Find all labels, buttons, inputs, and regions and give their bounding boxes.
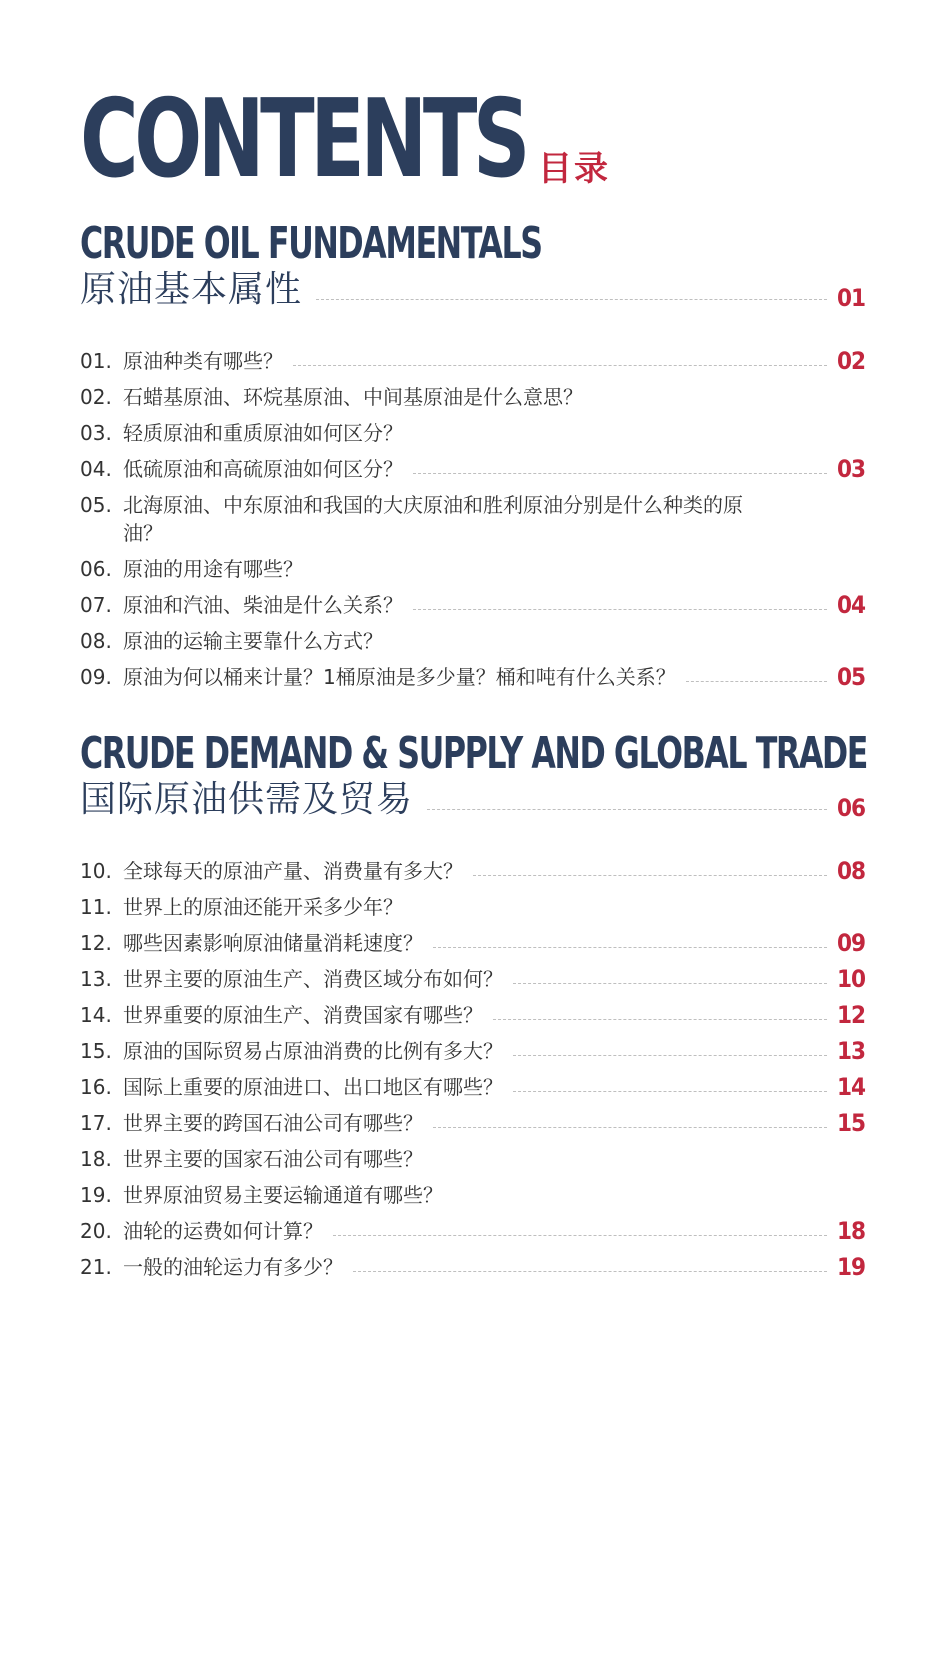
toc-item-number: 20.: [80, 1219, 112, 1243]
toc-item[interactable]: [80, 1109, 865, 1137]
toc-item-number: 19.: [80, 1183, 112, 1207]
toc-item[interactable]: [80, 1073, 865, 1101]
dotted-leader: [513, 983, 827, 984]
section-1-title-chinese: 原油基本属性: [80, 269, 303, 310]
toc-item[interactable]: [80, 663, 865, 691]
toc-item-title: 国际上重要的原油进口、出口地区有哪些？: [123, 1075, 503, 1099]
toc-item-title: 低硫原油和高硫原油如何区分？: [123, 457, 403, 481]
toc-item-page-number: 05: [836, 663, 865, 691]
section-2-title-chinese: 国际原油供需及贸易: [80, 779, 414, 820]
toc-item-title: 世界主要的国家石油公司有哪些？: [123, 1147, 423, 1171]
toc-item-number: 06.: [80, 557, 112, 581]
toc-item[interactable]: [80, 555, 865, 583]
section-1-heading[interactable]: [80, 218, 865, 312]
toc-item-title: 世界主要的原油生产、消费区域分布如何？: [123, 967, 503, 991]
toc-item-page-number: 12: [836, 1001, 865, 1029]
toc-item-page-number: 18: [836, 1217, 865, 1245]
dotted-leader: [316, 299, 827, 300]
dotted-leader: [493, 1019, 827, 1020]
toc-item-title: 原油的运输主要靠什么方式？: [123, 629, 383, 653]
section-1-toc-list: [80, 347, 865, 699]
toc-item-number: 21.: [80, 1255, 112, 1279]
toc-item-title: 世界原油贸易主要运输通道有哪些？: [123, 1183, 443, 1207]
toc-item[interactable]: [80, 383, 865, 411]
toc-item-number: 01.: [80, 349, 112, 373]
toc-item-number: 18.: [80, 1147, 112, 1171]
toc-item[interactable]: [80, 347, 865, 375]
dotted-leader: [413, 473, 827, 474]
dotted-leader: [433, 947, 827, 948]
toc-item-title: 石蜡基原油、环烷基原油、中间基原油是什么意思？: [123, 385, 583, 409]
toc-item-number: 08.: [80, 629, 112, 653]
toc-item[interactable]: [80, 627, 865, 655]
toc-item[interactable]: [80, 857, 865, 885]
toc-item-page-number: 08: [836, 857, 865, 885]
toc-item-number: 14.: [80, 1003, 112, 1027]
toc-item[interactable]: [80, 1217, 865, 1245]
toc-item[interactable]: [80, 965, 865, 993]
toc-item-title: 世界上的原油还能开采多少年？: [123, 895, 403, 919]
toc-item-page-number: 04: [836, 591, 865, 619]
toc-item-page-number: 15: [836, 1109, 865, 1137]
toc-item[interactable]: [80, 455, 865, 483]
toc-item-title: 油轮的运费如何计算？: [123, 1219, 323, 1243]
toc-item-page-number: 13: [836, 1037, 865, 1065]
toc-item[interactable]: [80, 1145, 865, 1173]
toc-item-page-number: 09: [836, 929, 865, 957]
toc-item-page-number: 10: [836, 965, 865, 993]
toc-item-title: 世界重要的原油生产、消费国家有哪些？: [123, 1003, 483, 1027]
toc-item-number: 02.: [80, 385, 112, 409]
toc-item[interactable]: [80, 929, 865, 957]
toc-item-page-number: 02: [836, 347, 865, 375]
toc-item-page-number: 14: [836, 1073, 865, 1101]
toc-item[interactable]: [80, 1037, 865, 1065]
toc-item-number: 17.: [80, 1111, 112, 1135]
dotted-leader: [513, 1055, 827, 1056]
toc-item-number: 10.: [80, 859, 112, 883]
toc-item-title: 原油的国际贸易占原油消费的比例有多大？: [123, 1039, 503, 1063]
toc-item[interactable]: [80, 591, 865, 619]
toc-item-title: 哪些因素影响原油储量消耗速度？: [123, 931, 423, 955]
title-english: CONTENTS: [80, 77, 527, 202]
toc-item-number: 13.: [80, 967, 112, 991]
section-2-page-number: 06: [836, 793, 865, 822]
toc-item-number: 03.: [80, 421, 112, 445]
toc-item-number: 05.: [80, 493, 112, 517]
toc-item-title: 世界主要的跨国石油公司有哪些？: [123, 1111, 423, 1135]
toc-item-title: 原油的用途有哪些？: [123, 557, 303, 581]
section-2-title-english: CRUDE DEMAND & SUPPLY AND GLOBAL TRADE: [80, 728, 867, 779]
toc-item-title: 北海原油、中东原油和我国的大庆原油和胜利原油分别是什么种类的原油？: [123, 493, 743, 545]
section-1-title-english: CRUDE OIL FUNDAMENTALS: [80, 218, 542, 269]
section-2-heading[interactable]: [80, 728, 867, 822]
toc-item-number: 15.: [80, 1039, 112, 1063]
toc-item[interactable]: [80, 491, 865, 547]
dotted-leader: [513, 1091, 827, 1092]
toc-item-page-number: 03: [836, 455, 865, 483]
section-2-toc-list: [80, 857, 865, 1289]
section-1-page-number: 01: [836, 283, 865, 312]
title-chinese: 目录: [538, 149, 610, 189]
dotted-leader: [473, 875, 827, 876]
toc-item[interactable]: [80, 1253, 865, 1281]
toc-item-title: 一般的油轮运力有多少？: [123, 1255, 343, 1279]
page-title: [80, 77, 610, 202]
toc-item-title: 原油和汽油、柴油是什么关系？: [123, 593, 403, 617]
toc-item-page-number: 19: [836, 1253, 865, 1281]
dotted-leader: [353, 1271, 827, 1272]
dotted-leader: [293, 365, 827, 366]
dotted-leader: [427, 809, 827, 810]
dotted-leader: [433, 1127, 827, 1128]
toc-item-number: 11.: [80, 895, 112, 919]
dotted-leader: [333, 1235, 827, 1236]
toc-item-number: 12.: [80, 931, 112, 955]
toc-item-title: 原油为何以桶来计量？1桶原油是多少量？桶和吨有什么关系？: [123, 665, 676, 689]
toc-item[interactable]: [80, 1181, 865, 1209]
dotted-leader: [413, 609, 827, 610]
toc-item-number: 07.: [80, 593, 112, 617]
toc-item[interactable]: [80, 419, 865, 447]
dotted-leader: [686, 681, 827, 682]
toc-item[interactable]: [80, 1001, 865, 1029]
toc-item-title: 全球每天的原油产量、消费量有多大？: [123, 859, 463, 883]
toc-item-title: 轻质原油和重质原油如何区分？: [123, 421, 403, 445]
toc-item-number: 04.: [80, 457, 112, 481]
toc-item-title: 原油种类有哪些？: [123, 349, 283, 373]
toc-item[interactable]: [80, 893, 865, 921]
toc-item-number: 16.: [80, 1075, 112, 1099]
toc-item-number: 09.: [80, 665, 112, 689]
